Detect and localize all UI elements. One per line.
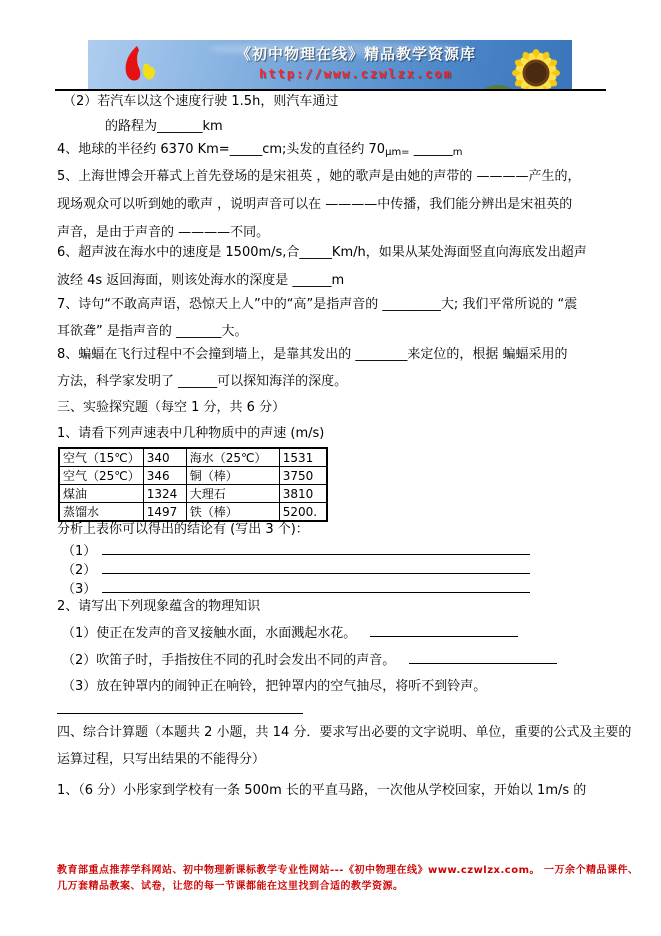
q5-line-2: 现场观众可以听到她的歌声 ，说明声音可以在 ————中传播，我们能分辨出是宋祖英的: [57, 197, 573, 212]
banner-text-block: [206, 43, 506, 81]
conclusion-label: （1）: [62, 544, 97, 559]
phenomenon-line-3: [62, 679, 486, 694]
table-cell: 空气（15℃）: [59, 448, 143, 467]
banner-site-url: http://www.czwlzx.com: [259, 67, 453, 81]
phenomenon-text: （3）放在钟罩内的闹钟正在响铃，把钟罩内的空气抽尽，将听不到铃声。: [62, 679, 487, 694]
footer-promo-line-2: 几万套精品教案、试卷，让您的每一节课都能在这里找到合适的教学资源。: [57, 881, 404, 892]
q4-text: 4、地球的半径约 6370 Km=_____cm;头发的直径约 70: [57, 142, 386, 157]
conclusion-label: （2）: [62, 563, 97, 578]
table-row: [59, 448, 327, 467]
q5-line-1: 5、上海世博会开幕式上首先登场的是宋祖英 ，她的歌声是由她的声带的 ————产生的，: [57, 169, 581, 184]
header-banner: [88, 40, 572, 89]
table-cell: 空气（25℃）: [59, 467, 143, 485]
analysis-prompt: 分析上表你可以得出的结论有 (写出 3 个)：: [57, 522, 309, 537]
phenomenon-line-2: [62, 652, 557, 668]
q4-blank: ______: [409, 142, 453, 157]
q2-line-1: （2）若汽车以这个速度行驶 1.5h，则汽车通过: [63, 94, 339, 109]
site-logo-icon: [110, 44, 170, 88]
q7-line-1: 7、诗句“不敢高声语，恐惊天上人”中的“高”是指声音的 _________大; 我们平常所说的 “震: [57, 297, 578, 312]
section4-title-line-2: 运算过程，只写出结果的不能得分）: [57, 752, 266, 767]
table-row: [59, 467, 327, 485]
table-cell: 铜（棒）: [186, 467, 279, 485]
q6-line-1: 6、超声波在海水中的速度是 1500m/s,合_____Km/h，如果从某处海面竖直向海底发出超声: [57, 245, 587, 260]
q5-line-3: 声音，是由于声音的 ————不同。: [57, 225, 270, 240]
conclusion-line-2: [62, 562, 530, 578]
conclusion-label: （3）: [62, 582, 97, 597]
separator-line: [57, 713, 303, 714]
q4-unit-micro: μm=: [385, 147, 410, 158]
table-row: [59, 503, 327, 522]
answer-blank-line: [409, 652, 557, 664]
exp-q2-intro: 2、请写出下列现象蕴含的物理知识: [57, 599, 261, 614]
banner-site-title: 《初中物理在线》精品教学资源库: [235, 45, 476, 63]
table-cell: 3750: [279, 467, 327, 485]
conclusion-line-3: [62, 581, 530, 597]
table-cell: 1531: [279, 448, 327, 467]
table-cell: 1324: [143, 485, 186, 503]
answer-blank-line: [102, 543, 530, 555]
footer-promo-line-1: 教育部重点推荐学科网站、初中物理新课标教学专业性网站---《初中物理在线》www.czwlzx.com。 一万余个精品课件、: [57, 865, 639, 876]
table-row: [59, 485, 327, 503]
speed-table-intro: 1、请看下列声速表中几种物质中的声速 (m/s): [57, 426, 325, 441]
phenomenon-text: （1）使正在发声的音叉接触水面，水面溅起水花。: [62, 626, 357, 641]
q7-line-2: 耳欲聋” 是指声音的 _______大。: [57, 324, 248, 339]
table-cell: 5200.: [279, 503, 327, 522]
q6-line-2: 波经 4s 返回海面，则该处海水的深度是 ______m: [57, 273, 345, 288]
table-cell: 大理石: [186, 485, 279, 503]
header-divider: [55, 89, 606, 91]
answer-blank-line: [102, 562, 530, 574]
table-cell: 蒸馏水: [59, 503, 143, 522]
answer-blank-line: [370, 625, 518, 637]
table-cell: 铁（棒）: [186, 503, 279, 522]
table-cell: 346: [143, 467, 186, 485]
table-cell: 1497: [143, 503, 186, 522]
table-cell: 340: [143, 448, 186, 467]
calc-q1-line: 1、（6 分）小彤家到学校有一条 500m 长的平直马路，一次他从学校回家，开始以 1m/s 的: [57, 783, 587, 798]
section4-title-line-1: 四、综合计算题（本题共 2 小题，共 14 分．要求写出必要的文字说明、单位，重要的公式及主要的: [57, 725, 632, 740]
phenomenon-text: （2）吹笛子时，手指按住不同的孔时会发出不同的声音。: [62, 653, 396, 668]
sunflower-icon: [484, 40, 572, 89]
conclusion-line-1: [62, 543, 530, 559]
phenomenon-line-1: [62, 625, 518, 641]
section3-title: 三、实验探究题（每空 1 分，共 6 分）: [57, 400, 286, 415]
q4-line: [57, 142, 462, 158]
q8-line-1: 8、蝙蝠在飞行过程中不会撞到墙上，是靠其发出的 ________来定位的，根据 蝙蝠采用的: [57, 347, 568, 362]
speed-table: [58, 447, 328, 522]
table-cell: 海水（25℃）: [186, 448, 279, 467]
q4-unit-m: m: [452, 147, 463, 158]
table-cell: 煤油: [59, 485, 143, 503]
q2-line-2: 的路程为_______km: [105, 119, 223, 134]
table-cell: 3810: [279, 485, 327, 503]
q8-line-2: 方法，科学家发明了 ______可以探知海洋的深度。: [57, 374, 348, 389]
answer-blank-line: [102, 581, 530, 593]
